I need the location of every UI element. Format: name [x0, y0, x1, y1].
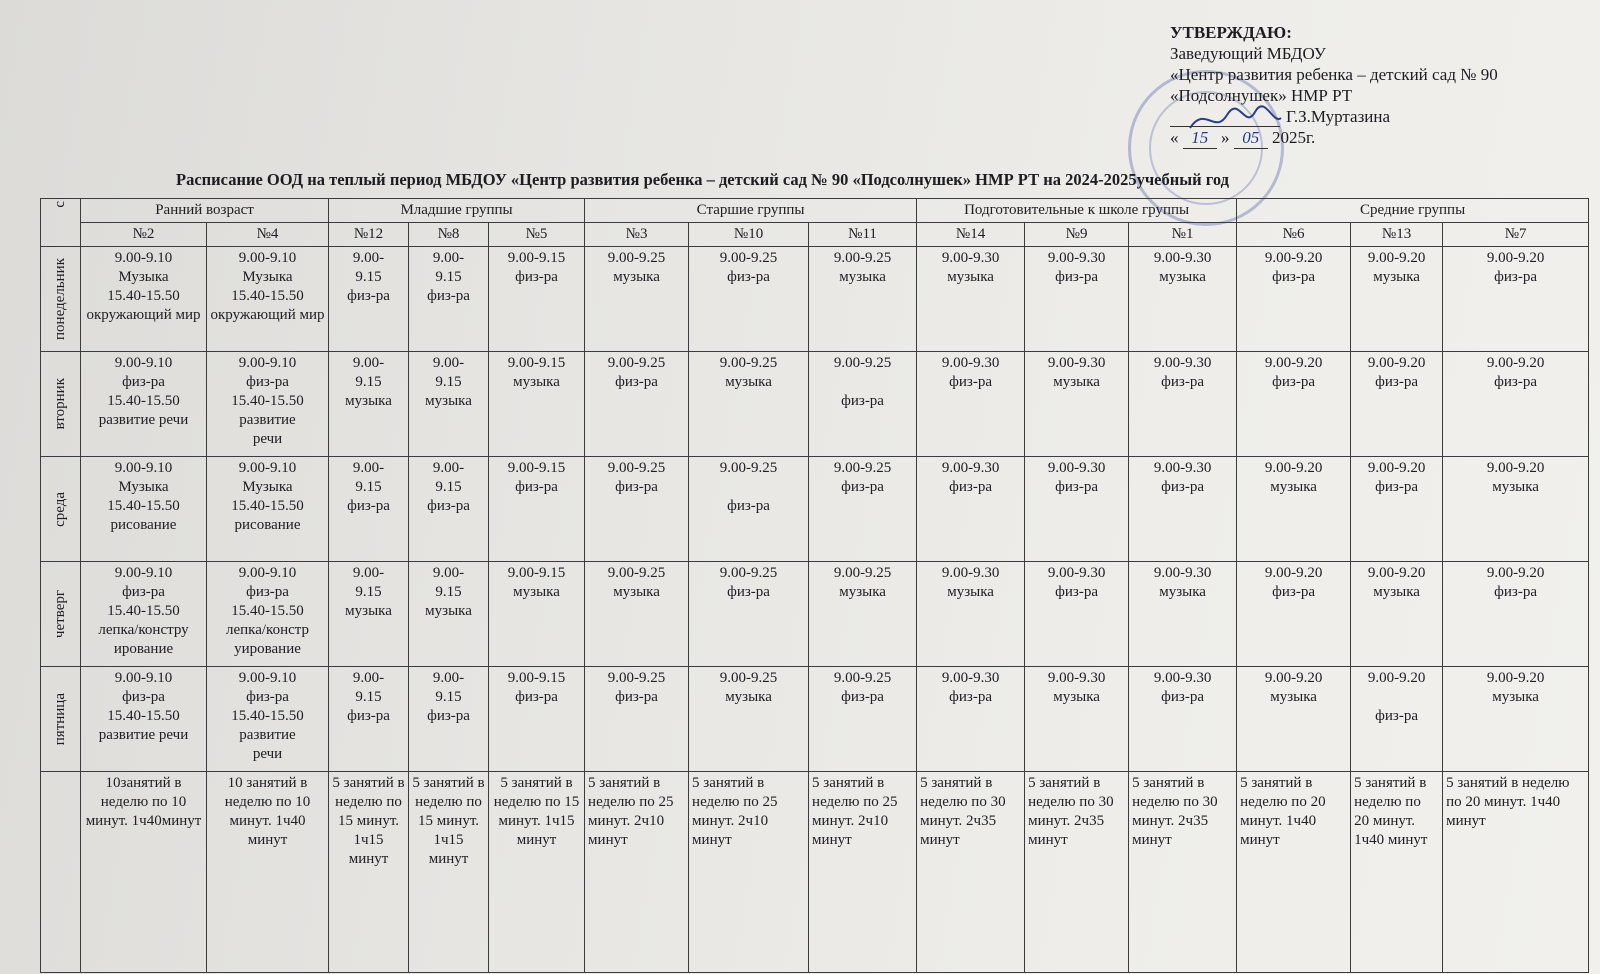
schedule-cell: 9.00- 9.15 физ-ра [409, 667, 489, 772]
group-header-cell: №2 [81, 223, 207, 247]
day-row [41, 562, 1589, 667]
schedule-cell: 9.00-9.25 физ-ра [585, 667, 689, 772]
group-header-cell: №14 [917, 223, 1025, 247]
age-group-early: Ранний возраст [81, 199, 329, 223]
group-header-cell: №12 [329, 223, 409, 247]
date-month: 05 [1234, 127, 1268, 149]
approval-position: Заведующий МБДОУ [1170, 44, 1326, 63]
schedule-cell: 9.00-9.10 физ-ра 15.40-15.50 лепка/констр уирование [207, 562, 329, 667]
schedule-cell: 9.00-9.25 физ-ра [689, 457, 809, 562]
schedule-cell: 9.00-9.20 физ-ра [1237, 352, 1351, 457]
schedule-cell: 9.00-9.20 музыка [1351, 562, 1443, 667]
summary-cell: 5 занятий в неделю по 25 минут. 2ч10 минут [809, 772, 917, 973]
schedule-cell: 9.00-9.20 физ-ра [1443, 562, 1589, 667]
schedule-title: Расписание ООД на теплый период МБДОУ «Центр развития ребенка – детский сад № 90 «Подсолнушек» НМР РТ на 2024-2025учебный год [176, 170, 1229, 189]
summary-cell: 5 занятий в неделю по 30 минут. 2ч35 минут [1129, 772, 1237, 973]
age-group-junior: Младшие группы [329, 199, 585, 223]
schedule-cell: 9.00-9.25 физ-ра [585, 352, 689, 457]
schedule-cell: 9.00-9.10 Музыка 15.40-15.50 рисование [81, 457, 207, 562]
schedule-cell: 9.00- 9.15 музыка [409, 562, 489, 667]
summary-cell: 5 занятий в неделю по 15 минут. 1ч15 минут [409, 772, 489, 973]
schedule-cell: 9.00-9.25 музыка [689, 352, 809, 457]
corner-cell: с [41, 199, 81, 247]
day-row [41, 457, 1589, 562]
day-label: понедельник [52, 258, 68, 340]
summary-cell: 5 занятий в неделю по 15 минут. 1ч15 минут [329, 772, 409, 973]
group-header-cell: №13 [1351, 223, 1443, 247]
schedule-cell: 9.00-9.20 музыка [1351, 247, 1443, 352]
summary-cell: 5 занятий в неделю по 25 минут. 2ч10 минут [585, 772, 689, 973]
schedule-cell: 9.00- 9.15 физ-ра [329, 667, 409, 772]
group-header-cell: №10 [689, 223, 809, 247]
summary-label-cell [41, 772, 81, 973]
schedule-cell: 9.00-9.30 физ-ра [917, 457, 1025, 562]
date-year: 2025г. [1272, 128, 1316, 147]
schedule-cell: 9.00-9.30 физ-ра [1129, 457, 1237, 562]
day-label: среда [52, 491, 68, 527]
weekly-summary-row [41, 772, 1589, 973]
schedule-cell: 9.00-9.25 физ-ра [689, 562, 809, 667]
schedule-cell: 9.00- 9.15 физ-ра [329, 247, 409, 352]
summary-cell: 5 занятий в неделю по 20 минут. 1ч40 минут [1443, 772, 1589, 973]
date-open-quote: « [1170, 128, 1179, 147]
schedule-cell: 9.00-9.15 физ-ра [489, 667, 585, 772]
schedule-cell: 9.00- 9.15 музыка [409, 352, 489, 457]
schedule-cell: 9.00-9.30 музыка [1129, 562, 1237, 667]
group-header-cell: №7 [1443, 223, 1589, 247]
schedule-cell: 9.00-9.25 физ-ра [689, 247, 809, 352]
schedule-cell: 9.00-9.25 музыка [585, 562, 689, 667]
schedule-cell: 9.00-9.25 музыка [689, 667, 809, 772]
schedule-cell: 9.00-9.25 физ-ра [585, 457, 689, 562]
schedule-cell: 9.00- 9.15 физ-ра [409, 457, 489, 562]
day-row [41, 247, 1589, 352]
schedule-cell: 9.00-9.10 Музыка 15.40-15.50 окружающий мир [207, 247, 329, 352]
schedule-cell: 9.00-9.15 музыка [489, 352, 585, 457]
approval-heading: УТВЕРЖДАЮ: [1170, 23, 1292, 42]
day-label: вторник [52, 378, 68, 430]
summary-cell: 5 занятий в неделю по 20 минут. 1ч40 минут [1237, 772, 1351, 973]
schedule-cell: 9.00-9.25 музыка [809, 247, 917, 352]
approval-signer: Г.З.Муртазина [1286, 107, 1391, 126]
schedule-cell: 9.00-9.10 Музыка 15.40-15.50 рисование [207, 457, 329, 562]
schedule-cell: 9.00-9.20 физ-ра [1351, 457, 1443, 562]
day-row [41, 667, 1589, 772]
day-label: четверг [52, 589, 68, 639]
schedule-cell: 9.00-9.25 физ-ра [809, 667, 917, 772]
age-group-middle: Средние группы [1237, 199, 1589, 223]
approval-org-line1: «Центр развития ребенка – детский сад № 90 [1170, 65, 1498, 84]
schedule-cell: 9.00-9.30 физ-ра [1025, 562, 1129, 667]
day-label: пятница [52, 692, 68, 746]
day-label-cell [41, 352, 81, 457]
schedule-cell: 9.00-9.25 музыка [809, 562, 917, 667]
approval-date [1170, 127, 1590, 149]
group-header-cell: №9 [1025, 223, 1129, 247]
summary-cell: 5 занятий в неделю по 25 минут. 2ч10 минут [689, 772, 809, 973]
schedule-cell: 9.00- 9.15 музыка [329, 562, 409, 667]
schedule-cell: 9.00-9.30 физ-ра [1025, 247, 1129, 352]
day-label-cell [41, 667, 81, 772]
schedule-cell: 9.00-9.20 физ-ра [1237, 562, 1351, 667]
schedule-cell: 9.00-9.15 физ-ра [489, 247, 585, 352]
schedule-cell: 9.00-9.25 музыка [585, 247, 689, 352]
schedule-cell: 9.00-9.30 музыка [1025, 352, 1129, 457]
schedule-cell: 9.00- 9.15 физ-ра [409, 247, 489, 352]
schedule-cell: 9.00-9.10 физ-ра 15.40-15.50 развитие речи [81, 667, 207, 772]
schedule-cell: 9.00-9.30 физ-ра [1025, 457, 1129, 562]
age-group-preparatory: Подготовительные к школе группы [917, 199, 1237, 223]
schedule-cell: 9.00-9.20 музыка [1443, 667, 1589, 772]
signature-blank [1170, 106, 1280, 127]
schedule-cell: 9.00-9.20 физ-ра [1443, 247, 1589, 352]
approval-org-line2: «Подсолнушек» НМР РТ [1170, 86, 1353, 105]
schedule-cell: 9.00-9.20 физ-ра [1237, 247, 1351, 352]
schedule-cell: 9.00-9.10 физ-ра 15.40-15.50 развитие речи [81, 352, 207, 457]
age-group-senior: Старшие группы [585, 199, 917, 223]
schedule-cell: 9.00-9.25 физ-ра [809, 457, 917, 562]
schedule-cell: 9.00-9.10 физ-ра 15.40-15.50 лепка/констру ирование [81, 562, 207, 667]
schedule-cell: 9.00-9.15 физ-ра [489, 457, 585, 562]
day-row [41, 352, 1589, 457]
day-label-cell [41, 457, 81, 562]
schedule-cell: 9.00-9.20 физ-ра [1351, 352, 1443, 457]
schedule-cell: 9.00-9.20 физ-ра [1351, 667, 1443, 772]
approval-block [1170, 22, 1590, 149]
schedule-cell: 9.00-9.15 музыка [489, 562, 585, 667]
schedule-cell: 9.00-9.30 физ-ра [1129, 667, 1237, 772]
date-day: 15 [1183, 127, 1217, 149]
schedule-table [40, 198, 1589, 973]
schedule-cell: 9.00-9.30 музыка [1025, 667, 1129, 772]
group-header-cell: №8 [409, 223, 489, 247]
day-label-cell [41, 247, 81, 352]
schedule-cell: 9.00-9.30 музыка [917, 247, 1025, 352]
schedule-cell: 9.00-9.10 физ-ра 15.40-15.50 развитие речи [207, 352, 329, 457]
schedule-cell: 9.00-9.20 музыка [1443, 457, 1589, 562]
summary-cell: 5 занятий в неделю по 30 минут. 2ч35 минут [1025, 772, 1129, 973]
schedule-cell: 9.00-9.30 музыка [1129, 247, 1237, 352]
age-group-header-row [41, 199, 1589, 223]
summary-cell: 5 занятий в неделю по 20 минут. 1ч40 минут [1351, 772, 1443, 973]
summary-cell: 10занятий в неделю по 10 минут. 1ч40минут [81, 772, 207, 973]
day-label-cell [41, 562, 81, 667]
group-header-cell: №1 [1129, 223, 1237, 247]
schedule-cell: 9.00-9.30 физ-ра [1129, 352, 1237, 457]
schedule-cell: 9.00-9.10 Музыка 15.40-15.50 окружающий мир [81, 247, 207, 352]
approval-signature-line [1170, 106, 1590, 127]
group-header-cell: №5 [489, 223, 585, 247]
schedule-cell: 9.00-9.30 физ-ра [917, 667, 1025, 772]
schedule-cell: 9.00-9.30 физ-ра [917, 352, 1025, 457]
group-header-cell: №6 [1237, 223, 1351, 247]
group-number-row [41, 223, 1589, 247]
schedule-cell: 9.00-9.10 физ-ра 15.40-15.50 развитие речи [207, 667, 329, 772]
schedule-cell: 9.00-9.30 музыка [917, 562, 1025, 667]
schedule-cell: 9.00-9.25 физ-ра [809, 352, 917, 457]
schedule-cell: 9.00-9.20 музыка [1237, 457, 1351, 562]
group-header-cell: №11 [809, 223, 917, 247]
schedule-cell: 9.00-9.20 физ-ра [1443, 352, 1589, 457]
summary-cell: 10 занятий в неделю по 10 минут. 1ч40 минут [207, 772, 329, 973]
schedule-cell: 9.00- 9.15 музыка [329, 352, 409, 457]
group-header-cell: №3 [585, 223, 689, 247]
schedule-cell: 9.00-9.20 музыка [1237, 667, 1351, 772]
date-close-quote: » [1221, 128, 1230, 147]
group-header-cell: №4 [207, 223, 329, 247]
summary-cell: 5 занятий в неделю по 15 минут. 1ч15 минут [489, 772, 585, 973]
schedule-cell: 9.00- 9.15 физ-ра [329, 457, 409, 562]
summary-cell: 5 занятий в неделю по 30 минут. 2ч35 минут [917, 772, 1025, 973]
